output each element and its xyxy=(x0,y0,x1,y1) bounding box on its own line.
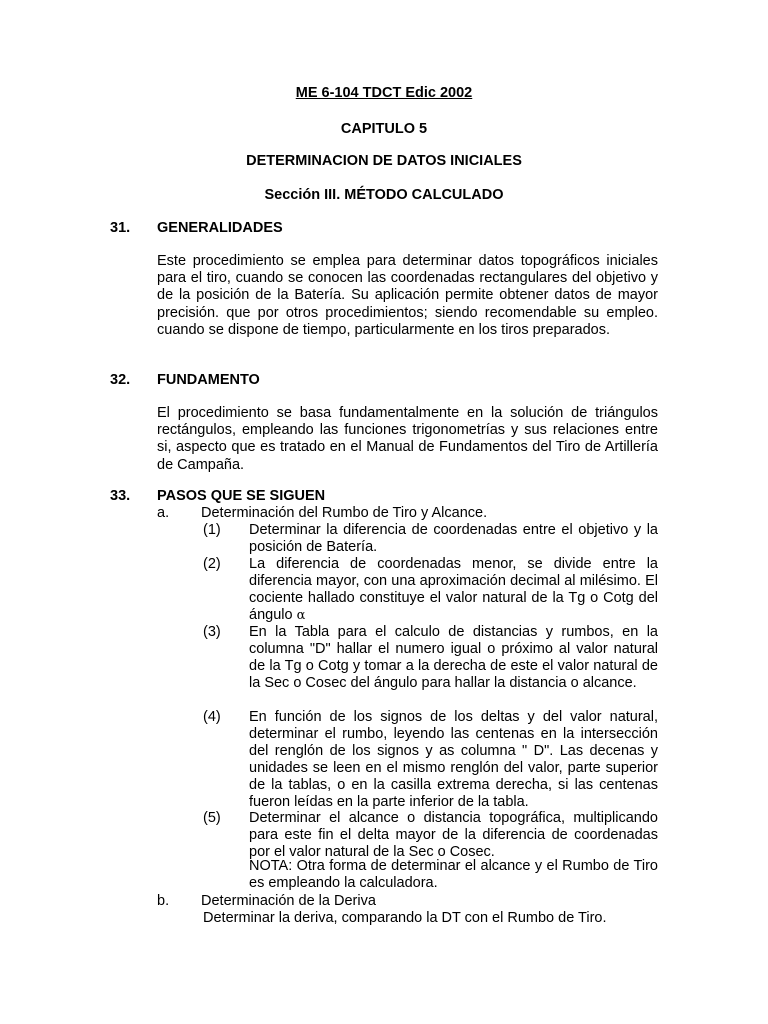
section-33-title: PASOS QUE SE SIGUEN xyxy=(157,488,326,504)
section-31-text: Este procedimiento se emplea para determinar datos topográficos iniciales para el tiro, cuando se conocen las coordenadas rectangulares del objetivo y de la posición de la Batería. Su aplicación permite obtener datos de mayor precisión. que por otros procedimientos; siendo recomendable su empleo. cuando se dispone de tiempo, particularmente en los tiros preparados. xyxy=(157,253,658,338)
step-b-text: Determinación de la Deriva xyxy=(201,893,376,909)
substep-4-number: (4) xyxy=(203,709,221,725)
section-32-text: El procedimiento se basa fundamentalmente en la solución de triángulos rectángulos, empleando las funciones trigonometrías y sus relaciones entre si, aspecto que es tratado en el Manual de Fundamentos del Tiro de Artillería de Campaña. xyxy=(157,405,658,473)
substep-3-text: En la Tabla para el calculo de distancias y rumbos, en la columna "D" hallar el numero igual o próximo al valor natural de la Tg o Cotg y tomar a la derecha de este el valor natural de la Sec o Cosec del ángulo para hallar la distancia o alcance. xyxy=(249,624,658,692)
chapter-heading: CAPITULO 5 xyxy=(340,121,428,137)
section-32-number: 32. xyxy=(110,372,131,388)
step-a-letter: a. xyxy=(157,505,170,521)
substep-5-number: (5) xyxy=(203,810,221,826)
substep-1-number: (1) xyxy=(203,522,221,538)
substep-2-text: La diferencia de coordenadas menor, se divide entre la diferencia mayor, con una aproximación decimal al milésimo. El cociente hallado constituye el valor natural de la Tg o Cotg del ángulo xyxy=(249,556,658,624)
document-code-title: ME 6-104 TDCT Edic 2002 xyxy=(295,85,473,101)
substep-3-number: (3) xyxy=(203,624,221,640)
section-heading: Sección III. MÉTODO CALCULADO xyxy=(264,187,504,203)
substep-4-text: En función de los signos de los deltas y del valor natural, determinar el rumbo, leyendo las centenas en la intersección del renglón de los signos y as columna " D". Las decenas y unidades se leen en el mismo renglón del valor, parte superior de la tablas, o en la casilla extrema derecha, si las centenas fueron leídas en la parte inferior de la tabla. xyxy=(249,709,658,811)
step-b-detail: Determinar la deriva, comparando la DT con el Rumbo de Tiro. xyxy=(203,910,607,926)
substep-2-body xyxy=(249,556,658,624)
section-33-number: 33. xyxy=(110,488,131,504)
substep-5-note: NOTA: Otra forma de determinar el alcance y el Rumbo de Tiro es empleando la calculadora. xyxy=(249,858,658,892)
main-title: DETERMINACION DE DATOS INICIALES xyxy=(246,153,522,169)
substep-1-text: Determinar la diferencia de coordenadas entre el objetivo y la posición de Batería. xyxy=(249,522,658,556)
step-b-letter: b. xyxy=(157,893,170,909)
section-31-number: 31. xyxy=(110,220,131,236)
section-31-title: GENERALIDADES xyxy=(157,220,283,236)
step-a-text: Determinación del Rumbo de Tiro y Alcance. xyxy=(201,505,488,521)
substep-2-number: (2) xyxy=(203,556,221,572)
substep-5-text: Determinar el alcance o distancia topográfica, multiplicando para este fin el delta mayor de la diferencia de coordenadas por el valor natural de la Sec o Cosec. xyxy=(249,810,658,861)
section-32-title: FUNDAMENTO xyxy=(157,372,260,388)
alpha-symbol: α xyxy=(296,608,306,624)
